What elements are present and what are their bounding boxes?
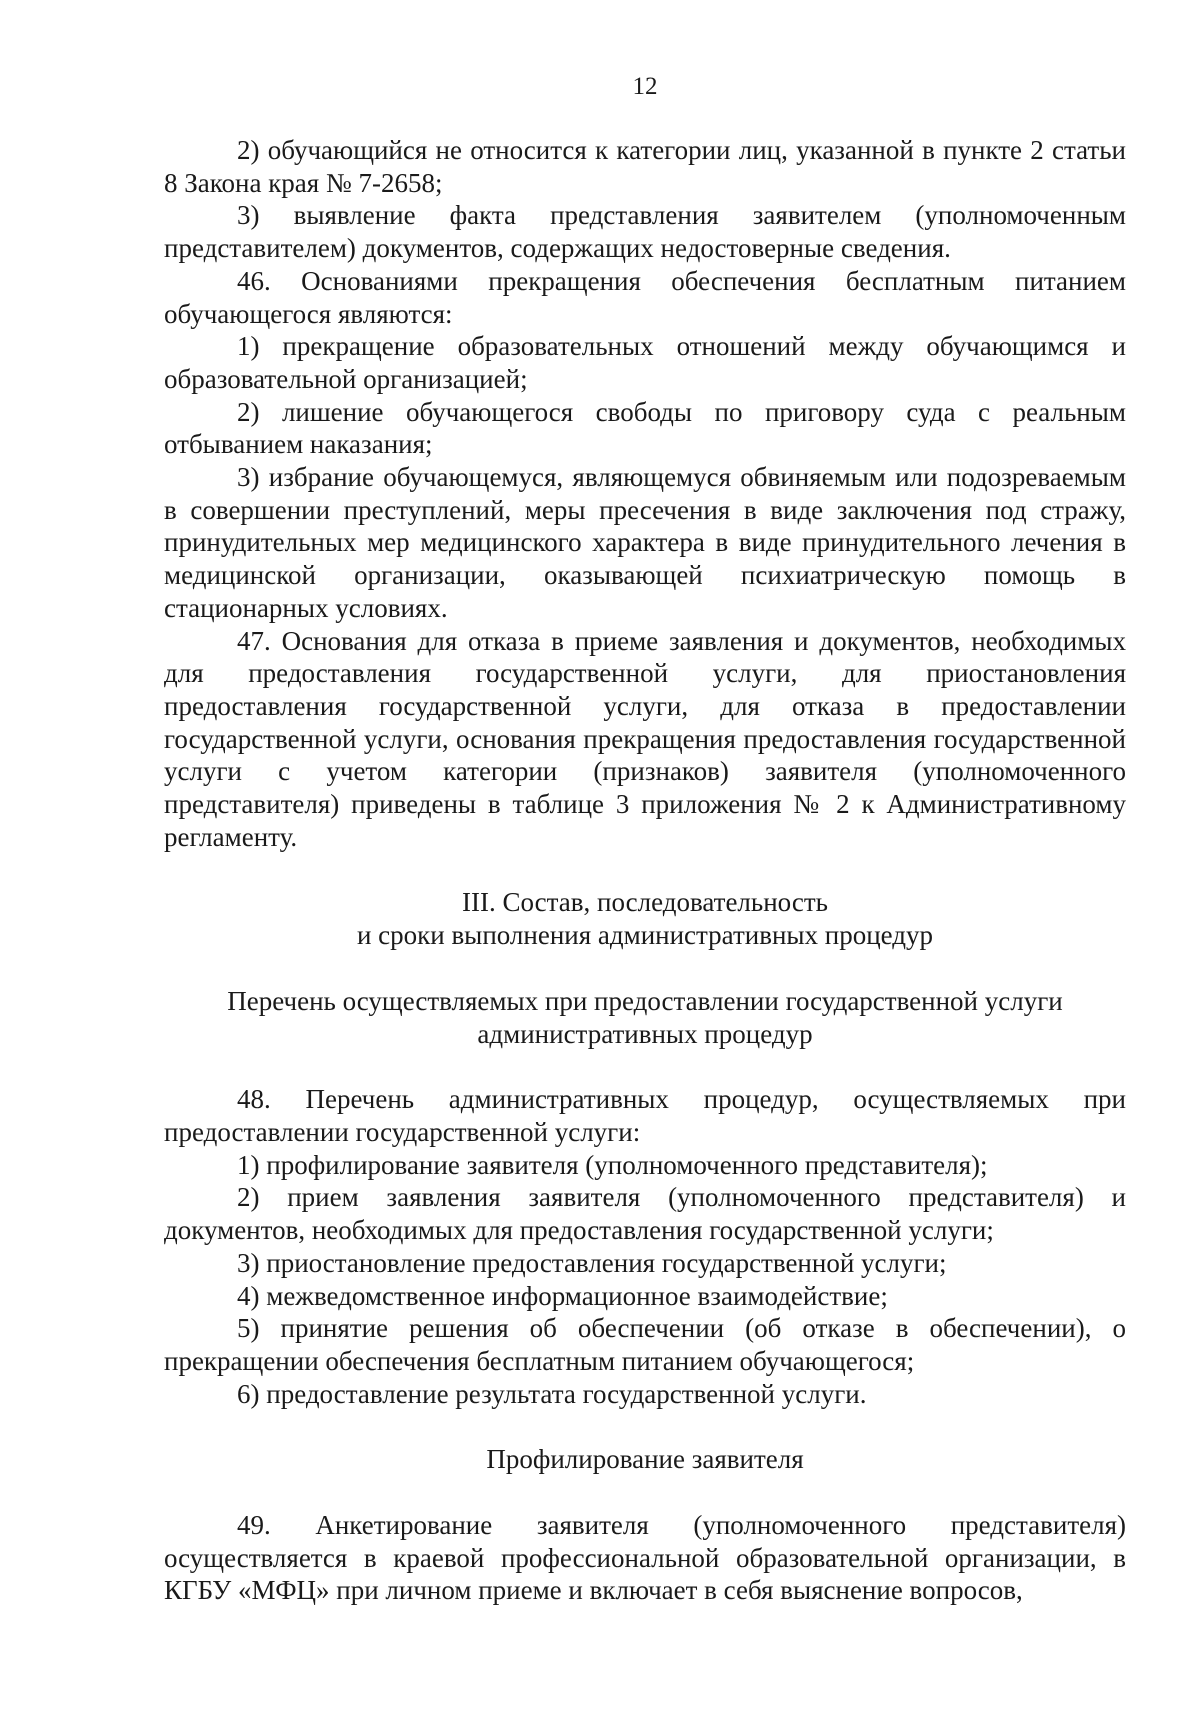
paragraph: 47. Основания для отказа в приеме заявления и документов, необходимых для предоставления государственной услуги, для приостановления предоставления государственной услуги, для отказа в предоставлении государственной услуги, основания прекращения предоставления государственной услуги с учетом категории (признаков) заявителя (уполномоченного представителя) приведены в таблице 3 приложения № 2 к Административному регламенту.	[164, 625, 1126, 852]
spacer	[164, 853, 1126, 886]
spacer	[164, 1050, 1126, 1083]
paragraph: 49. Анкетирование заявителя (уполномоченного представителя) осуществляется в краевой профессиональной образовательной организации, в КГБУ «МФЦ» при личном приеме и включает в себя выяснение вопросов,	[164, 1510, 1126, 1606]
paragraph: 3) приостановление предоставления государственной услуги;	[237, 1247, 947, 1278]
paragraph: 2) лишение обучающегося свободы по приговору суда с реальным отбыванием наказания;	[164, 396, 1126, 460]
spacer	[164, 952, 1126, 985]
subsection-title-line-2: административных процедур	[477, 1018, 813, 1049]
paragraph: 3) избрание обучающемуся, являющемуся обвиняемым или подозреваемым в совершении преступлений, меры пресечения в виде заключения под стражу, принудительных мер медицинского характера в виде принудительного лечения в медицинской организации, оказывающей психиатрическую помощь в стационарных условиях.	[164, 462, 1126, 623]
paragraph: 2) обучающийся не относится к категории лиц, указанной в пункте 2 статьи 8 Закона края № 7-2658;	[164, 135, 1126, 198]
spacer	[164, 1410, 1126, 1443]
paragraph: 46. Основаниями прекращения обеспечения бесплатным питанием обучающегося являются:	[164, 265, 1126, 329]
paragraph: 2) прием заявления заявителя (уполномоченного представителя) и документов, необходимых для предоставления государственной услуги;	[164, 1182, 1126, 1246]
paragraph: 5) принятие решения об обеспечении (об отказе в обеспечении), о прекращении обеспечения бесплатным питанием обучающегося;	[164, 1313, 1126, 1376]
section-title-line-2: и сроки выполнения административных процедур	[356, 920, 934, 951]
subsection-title: Профилирование заявителя	[486, 1444, 804, 1475]
subsection-title-line-1: Перечень осуществляемых при предоставлении государственной услуги	[227, 985, 1063, 1016]
spacer	[164, 1476, 1126, 1509]
page-number: 12	[632, 73, 658, 100]
paragraph: 6) предоставление результата государственной услуги.	[237, 1378, 867, 1409]
paragraph: 1) профилирование заявителя (уполномоченного представителя);	[237, 1149, 988, 1180]
document-body	[164, 134, 1126, 1607]
paragraph: 48. Перечень административных процедур, осуществляемых при предоставлении государственной услуги:	[164, 1084, 1126, 1147]
paragraph: 3) выявление факта представления заявителем (уполномоченным представителем) документов, содержащих недостоверные сведения.	[164, 200, 1126, 264]
paragraph: 1) прекращение образовательных отношений между обучающимся и образовательной организацией;	[164, 331, 1126, 394]
section-title-line-1: III. Состав, последовательность	[462, 887, 828, 918]
paragraph: 4) межведомственное информационное взаимодействие;	[237, 1280, 888, 1311]
